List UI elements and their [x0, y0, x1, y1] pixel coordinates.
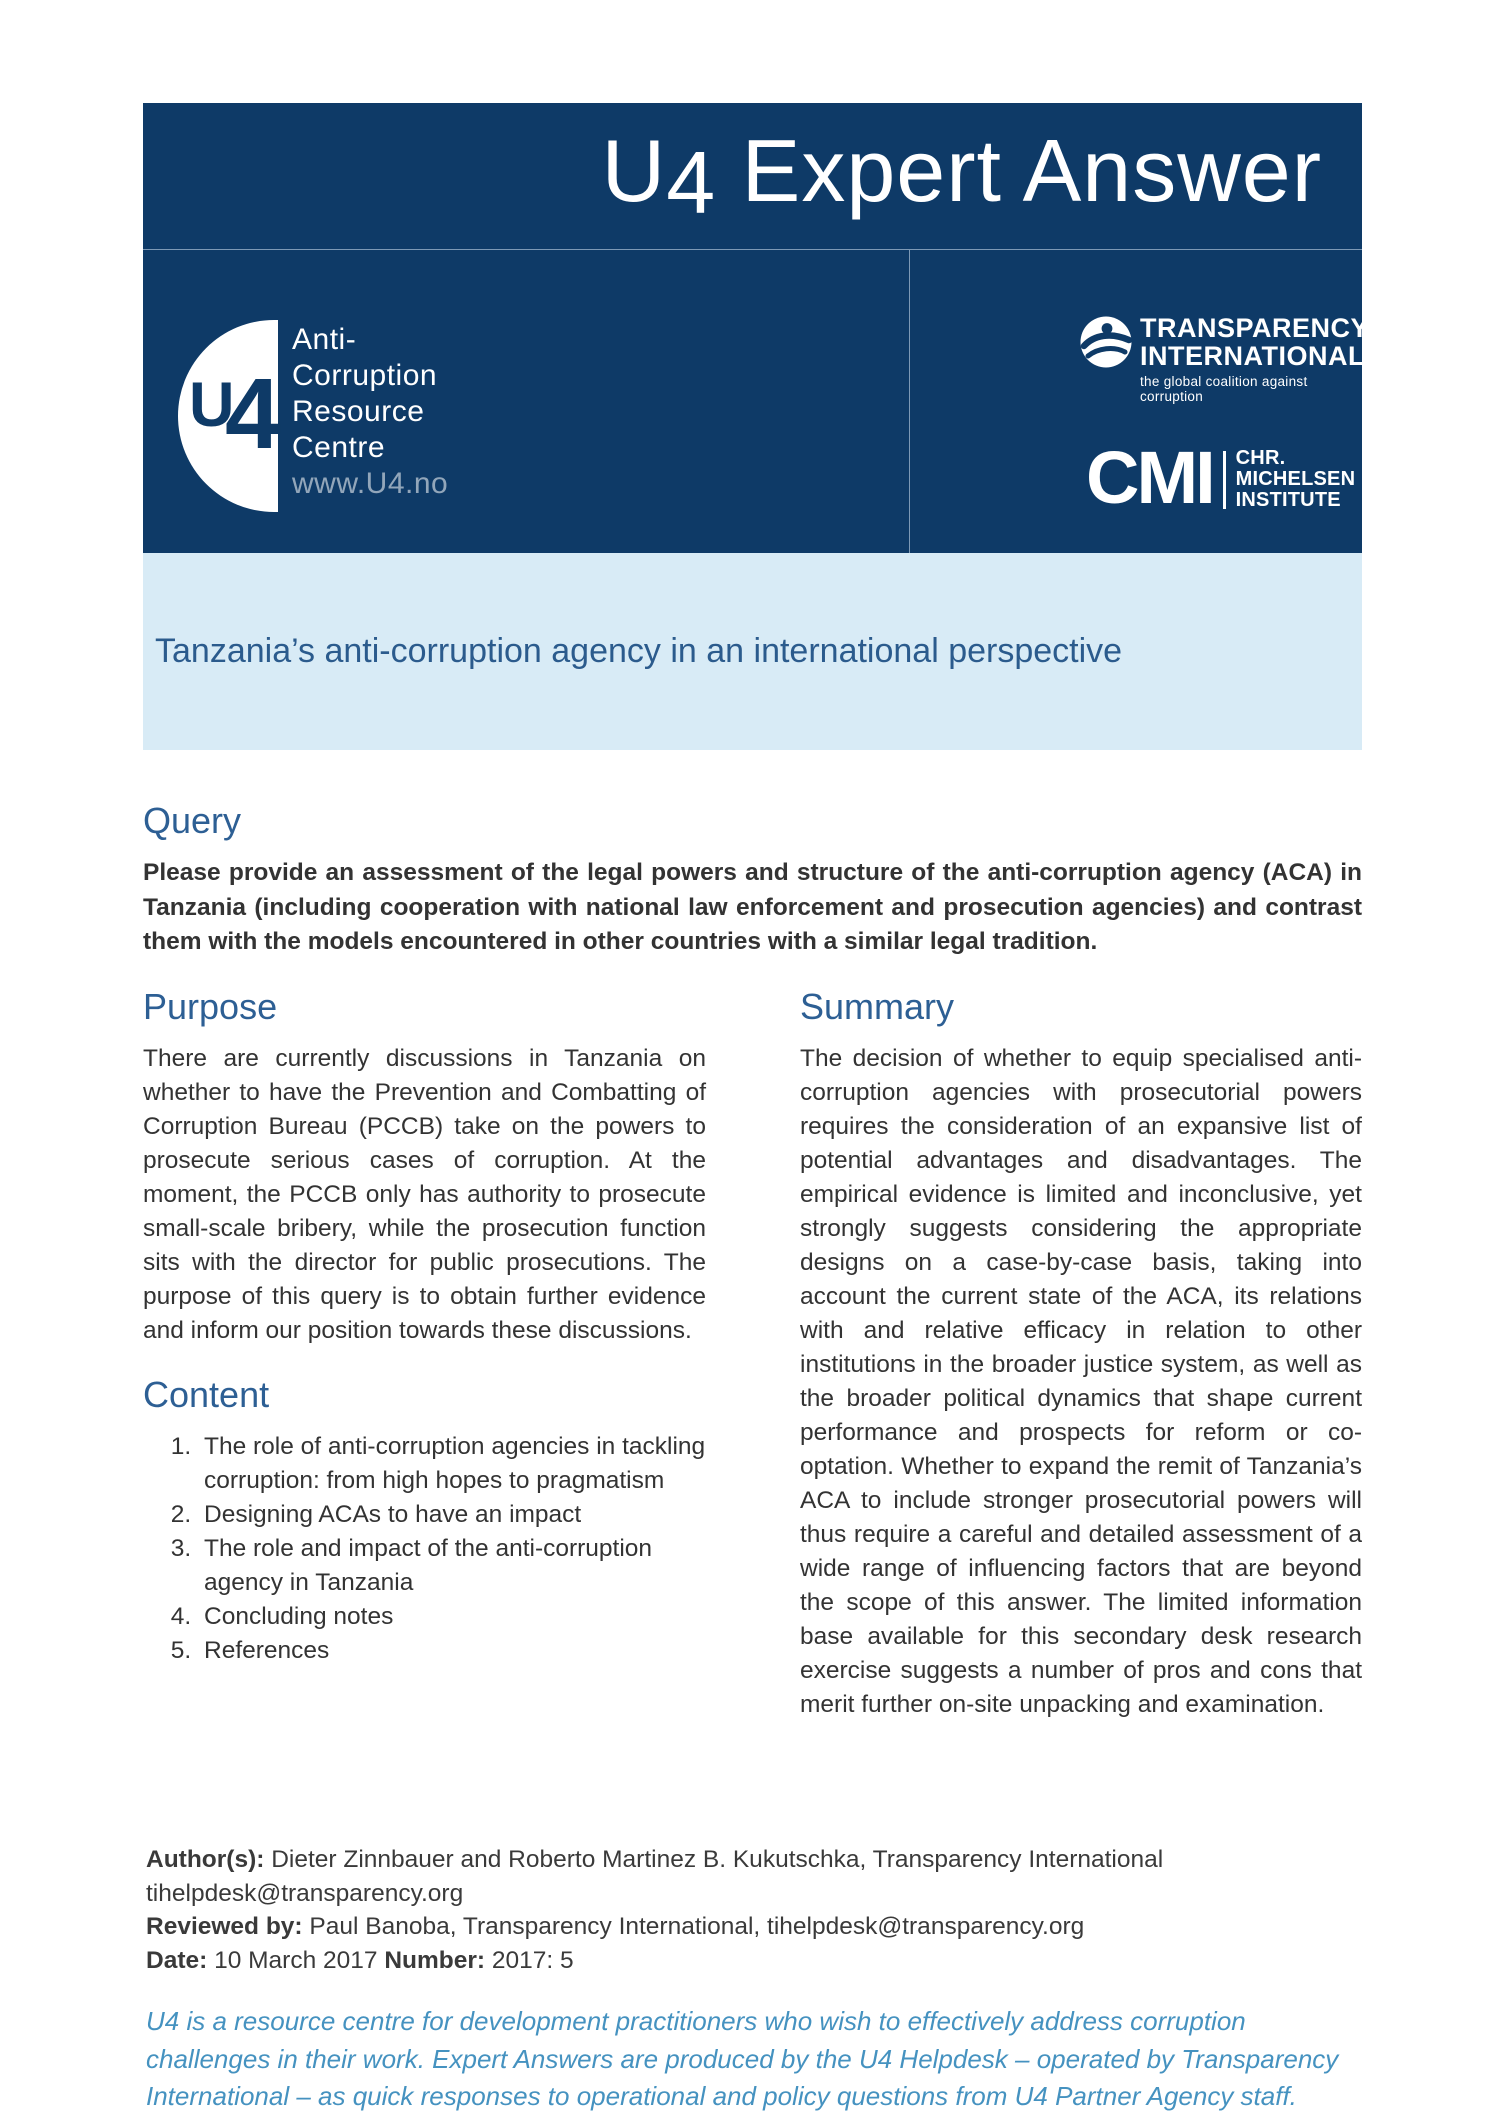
content-list [143, 1430, 706, 1668]
page-title: Tanzania’s anti-corruption agency in an international perspective [155, 632, 1123, 670]
two-column-area [143, 986, 1362, 1722]
authors-label: Author(s): [146, 1846, 265, 1873]
right-column [800, 986, 1362, 1722]
meta-date-number-line [146, 1944, 1306, 1978]
query-body: Please provide an assessment of the legal powers and structure of the anti-corruption agency (ACA) in Tanzania (including cooperation with national law enforcement and prosecution agencies) and contrast them with the models encountered in other countries with a similar legal tradition. [143, 859, 1362, 955]
u4-logo-line: Anti- [292, 323, 357, 356]
cmi-logo [1086, 435, 1356, 519]
wordmark-4: 4 [666, 133, 717, 233]
u4-logo [143, 250, 910, 553]
query-heading: Query [143, 800, 242, 841]
ti-tagline: the global coalition against corruption [1140, 374, 1308, 404]
cmi-divider [1223, 451, 1226, 509]
section-query [143, 800, 1362, 960]
cmi-name-line: INSTITUTE [1235, 489, 1341, 511]
cmi-acronym: CMI [1086, 435, 1213, 519]
date-label: Date: [146, 1946, 208, 1974]
u4-logo-line: Resource [292, 395, 425, 428]
header-banner [143, 103, 1362, 250]
meta-reviewed-line [146, 1910, 1306, 1944]
u4-monogram-4: 4 [225, 358, 281, 470]
cmi-name-line: CHR. [1235, 447, 1286, 469]
u4-expert-answer-wordmark [601, 120, 1322, 233]
ti-name-line2: INTERNATIONAL [1140, 341, 1365, 371]
content-item: 5. References [198, 1634, 706, 1668]
wordmark-rest: Expert Answer [716, 120, 1322, 220]
cmi-name-lines [1236, 448, 1356, 511]
wordmark-u: U [601, 120, 667, 220]
content-item: 3. The role and impact of the anti-corruption agency in Tanzania [198, 1532, 706, 1600]
transparency-international-logo [1080, 314, 1369, 404]
number-label: Number: [384, 1946, 486, 1974]
meta-block [146, 1843, 1306, 1977]
summary-heading: Summary [800, 985, 955, 1027]
content-item: 2. Designing ACAs to have an impact [198, 1498, 706, 1532]
left-column [143, 986, 706, 1722]
cmi-name-line: MICHELSEN [1235, 468, 1356, 490]
u4-website-url: www.U4.no [292, 467, 449, 500]
ti-globe-icon [1080, 316, 1132, 373]
u4-logo-line: Corruption [292, 359, 438, 392]
u4-logo-text [292, 322, 448, 502]
date-value: 10 March 2017 [207, 1946, 385, 1974]
reviewed-value: Paul Banoba, Transparency International, tihelpdesk@transparency.org [302, 1913, 1085, 1940]
u4-monogram-u: U [189, 370, 235, 440]
purpose-heading: Purpose [143, 985, 278, 1027]
footer-note: U4 is a resource centre for development practitioners who wish to effectively address corruption challenges in their work. Expert Answers are produced by the U4 Helpdesk – operated by Transparency International – as quick responses to operational and policy questions from U4 Partner Agency staff. [146, 2006, 1339, 2111]
authors-value: Dieter Zinnbauer and Roberto Martinez B. Kukutschka, Transparency International [264, 1846, 1164, 1873]
reviewed-label: Reviewed by: [146, 1913, 303, 1940]
u4-logo-line: Centre [292, 431, 386, 464]
logo-row [143, 250, 1370, 553]
summary-body: The decision of whether to equip specialised anti-corruption agencies with prosecutorial powers requires the consideration of an expansive list of potential advantages and disadvantages. The empirical evidence is limited and inconclusive, yet strongly suggests considering the appropriate designs on a case-by-case basis, taking into account the current state of the ACA, its relations with and relative efficacy in relation to other institutions in the broader justice system, as well as the broader political dynamics that shape current performance and prospects for reform or co-optation. Whether to expand the remit of Tanzania’s ACA to include stronger prosecutorial powers will thus require a careful and detailed assessment of a wide range of influencing factors that are beyond the scope of this answer. The limited information base available for this secondary desk research exercise suggests a number of pros and cons that merit further on-site unpacking and examination. [800, 1044, 1362, 1718]
content-heading: Content [143, 1373, 270, 1415]
content-item: 1. The role of anti-corruption agencies in tackling corruption: from high hopes to pragmatism [198, 1430, 706, 1498]
purpose-body: There are currently discussions in Tanzania on whether to have the Prevention and Combatting of Corruption Bureau (PCCB) take on the powers to prosecute serious cases of corruption. At the moment, the PCCB only has authority to prosecute small-scale bribery, while the prosecution function sits with the director for public prosecutions. The purpose of this query is to obtain further evidence and inform our position towards these discussions. [143, 1044, 706, 1344]
ti-name-line1: TRANSPARENCY [1140, 313, 1370, 343]
main-content [143, 800, 1362, 1722]
content-item: 4. Concluding notes [198, 1600, 706, 1634]
partner-logos [910, 250, 1370, 553]
number-value: 2017: 5 [485, 1946, 574, 1974]
title-band [143, 553, 1362, 750]
meta-email-line: tihelpdesk@transparency.org [146, 1879, 464, 1907]
ti-logo-text [1140, 314, 1369, 404]
meta-authors-line [146, 1843, 1306, 1877]
